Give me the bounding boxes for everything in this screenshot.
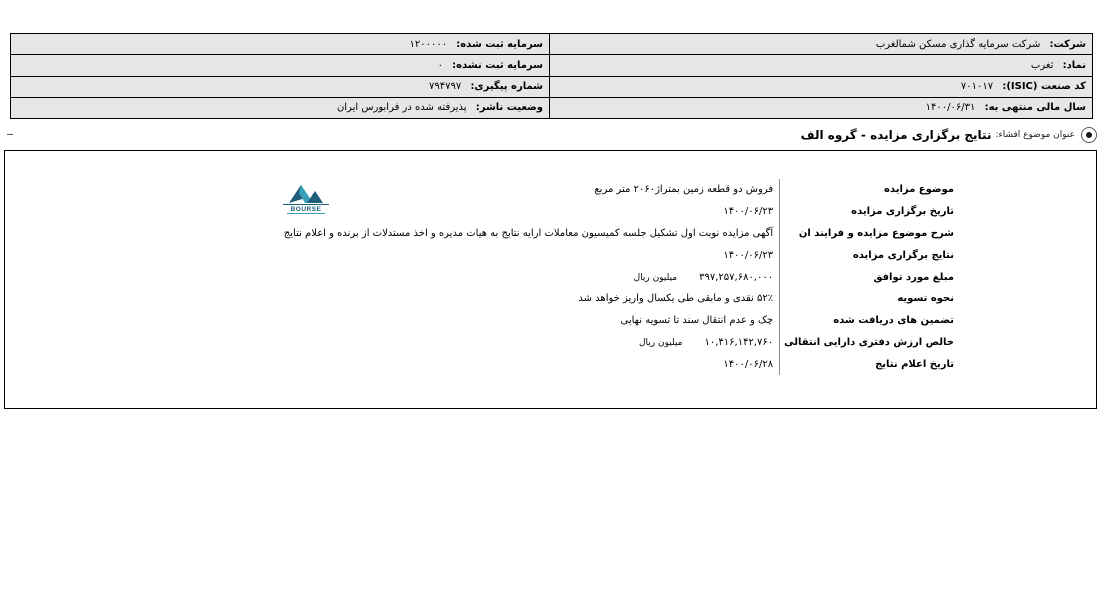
logo-text: BOURSE bbox=[290, 206, 322, 213]
detail-label: نحوه تسویه bbox=[780, 288, 958, 310]
tracking-label: شماره پیگیری: bbox=[470, 81, 543, 93]
detail-label: تاریخ اعلام نتایج bbox=[780, 353, 958, 375]
detail-row bbox=[280, 266, 958, 288]
detail-value: ۱۴۰۰/۰۶/۲۳ bbox=[723, 249, 774, 261]
detail-value-cell bbox=[280, 353, 780, 375]
company-label: شرکت: bbox=[1049, 38, 1086, 50]
fiscal-year-cell bbox=[550, 97, 1093, 118]
tracking-value: ۷۹۴۷۹۷ bbox=[429, 81, 462, 93]
detail-value-cell bbox=[280, 310, 780, 332]
detail-unit: میلیون ریال bbox=[639, 337, 683, 348]
detail-label: موضوع مزایده bbox=[780, 179, 958, 201]
detail-value: ۵۲٪ نقدی و مابقی طی یکسال واریز خواهد شد bbox=[578, 293, 774, 305]
detail-value: آگهی مزایده نوبت اول تشکیل جلسه کمیسیون معاملات ارایه نتایج به هیات مدیره و اخذ مستدلات از برنده و اعلام نتایج bbox=[283, 227, 774, 239]
subject-connector-line bbox=[7, 134, 13, 135]
unregistered-capital-cell bbox=[11, 55, 550, 76]
detail-label: خالص ارزش دفتری دارایی انتقالی bbox=[780, 332, 958, 354]
symbol-label: نماد: bbox=[1062, 59, 1086, 71]
unregistered-capital-value: ۰ bbox=[437, 59, 443, 71]
isic-value: ۷۰۱۰۱۷ bbox=[960, 81, 994, 93]
company-value: شرکت سرمایه گذاری مسکن شمالغرب bbox=[875, 38, 1041, 50]
detail-row bbox=[280, 201, 958, 223]
company-cell bbox=[550, 34, 1093, 55]
detail-row bbox=[280, 288, 958, 310]
isic-cell bbox=[550, 76, 1093, 97]
detail-label: نتایج برگزاری مزایده bbox=[780, 244, 958, 266]
company-info-table bbox=[10, 33, 1093, 119]
auction-details-table bbox=[280, 179, 958, 375]
subject-row bbox=[801, 124, 1097, 146]
detail-row bbox=[280, 332, 958, 354]
detail-value: ۱۰,۴۱۶,۱۴۲,۷۶۰ bbox=[704, 336, 774, 348]
publisher-status-label: وضعیت ناشر: bbox=[475, 102, 543, 114]
detail-label: شرح موضوع مزایده و فرایند ان bbox=[780, 223, 958, 245]
symbol-value: ثغرب bbox=[1030, 59, 1054, 71]
detail-row bbox=[280, 244, 958, 266]
tracking-cell bbox=[11, 76, 550, 97]
isic-label: کد صنعت (ISIC): bbox=[1002, 81, 1086, 93]
detail-label: تضمین های دریافت شده bbox=[780, 310, 958, 332]
detail-value-cell bbox=[280, 201, 780, 223]
fiscal-year-label: سال مالی منتهی به: bbox=[984, 102, 1086, 114]
registered-capital-value: ۱۲۰۰۰۰۰ bbox=[409, 38, 448, 50]
detail-label: تاریخ برگزاری مزایده bbox=[780, 201, 958, 223]
fiscal-year-value: ۱۴۰۰/۰۶/۳۱ bbox=[925, 102, 976, 114]
detail-value-cell bbox=[280, 266, 780, 288]
symbol-cell bbox=[550, 55, 1093, 76]
detail-unit: میلیون ریال bbox=[633, 272, 678, 283]
detail-row bbox=[280, 179, 958, 201]
detail-value: چک و عدم انتقال سند تا تسویه نهایی bbox=[620, 315, 774, 327]
subject-title: نتایج برگزاری مزایده - گروه الف bbox=[800, 128, 992, 142]
detail-value-cell bbox=[280, 223, 780, 245]
detail-value: ۳۹۷,۲۵۷,۶۸۰,۰۰۰ bbox=[699, 271, 774, 283]
registered-capital-cell bbox=[11, 34, 550, 55]
detail-row bbox=[280, 310, 958, 332]
unregistered-capital-label: سرمایه ثبت نشده: bbox=[452, 59, 543, 71]
detail-value: فروش دو قطعه زمین بمتراژ۲۰۶۰ متر مربع bbox=[594, 184, 774, 196]
publisher-status-cell bbox=[11, 97, 550, 118]
detail-value-cell bbox=[280, 288, 780, 310]
detail-value-cell bbox=[280, 244, 780, 266]
detail-label: مبلغ مورد توافق bbox=[780, 266, 958, 288]
detail-row bbox=[280, 353, 958, 375]
target-bullet-icon bbox=[1081, 127, 1097, 143]
announcement-content-box bbox=[4, 150, 1097, 409]
publisher-status-value: پذیرفته شده در فرابورس ایران bbox=[336, 102, 467, 114]
detail-value: ۱۴۰۰/۰۶/۲۳ bbox=[723, 206, 774, 218]
detail-value: ۱۴۰۰/۰۶/۲۸ bbox=[723, 358, 774, 370]
detail-value-cell bbox=[280, 332, 780, 354]
registered-capital-label: سرمایه ثبت شده: bbox=[456, 38, 543, 50]
detail-row bbox=[280, 223, 958, 245]
detail-value-cell bbox=[280, 179, 780, 201]
subject-label: عنوان موضوع افشاء: bbox=[995, 130, 1075, 140]
